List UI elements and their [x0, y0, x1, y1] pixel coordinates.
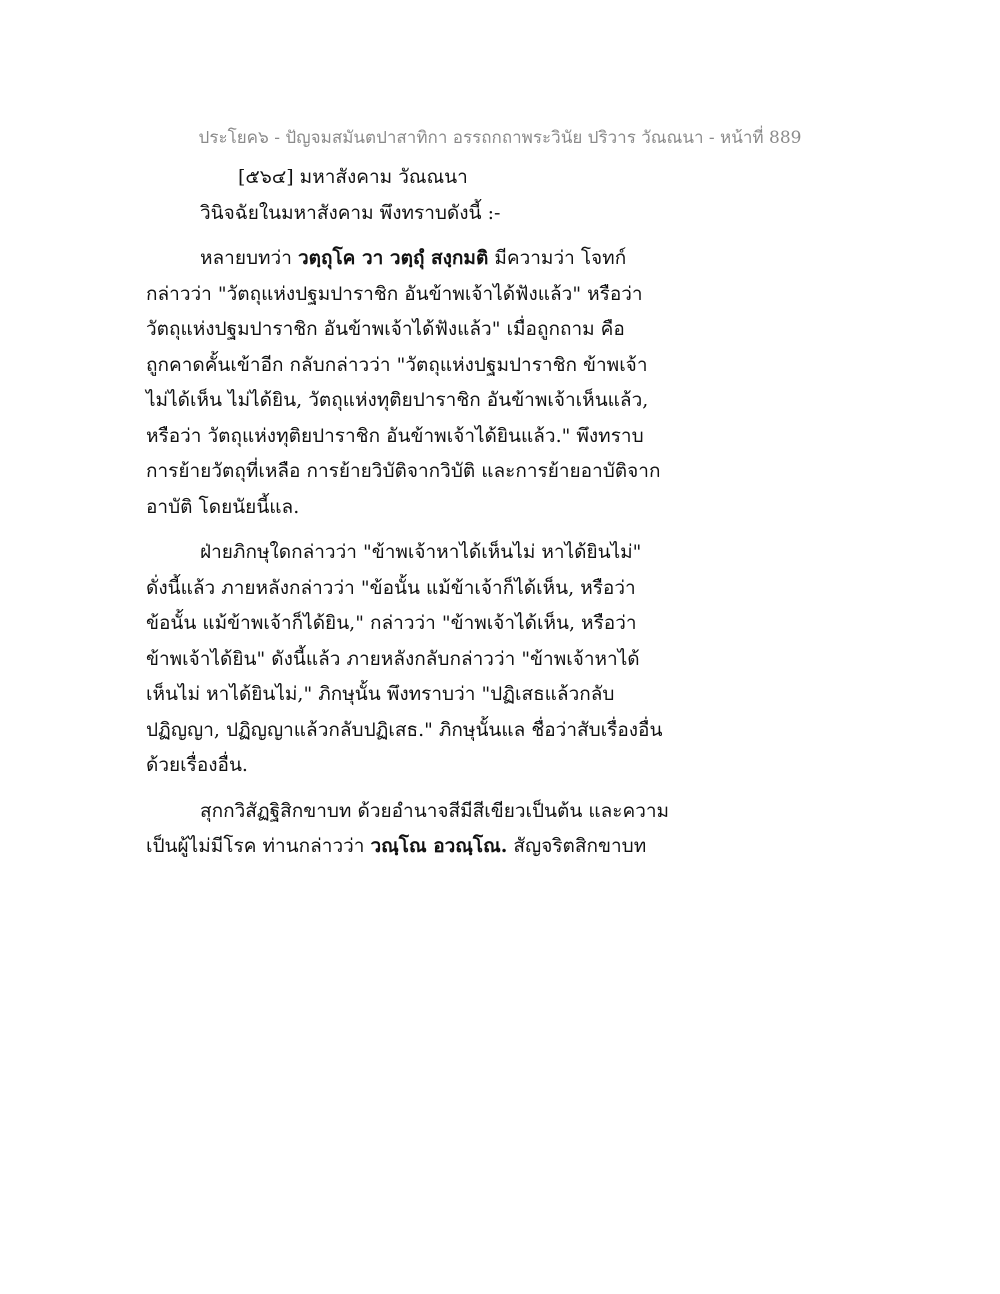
paragraph-1-line-2: กล่าวว่า "วัตถุแห่งปฐมปาราชิก อันข้าพเจ้าได้ฟังแล้ว" หรือว่า: [146, 282, 643, 305]
paragraph-1-line-3: วัตถุแห่งปฐมปาราชิก อันข้าพเจ้าได้ฟังแล้ว" เมื่อถูกถาม คือ: [146, 318, 625, 340]
paragraph-3-line-1: สุกกวิสัฏฐิสิกขาบท ด้วยอำนาจสีมีสีเขียวเป็นต้น และความ: [200, 799, 670, 822]
paragraph-3: [146, 794, 676, 865]
paragraph-1-line-1: [146, 241, 676, 277]
section-heading: [๕๖๔] มหาสังคาม วัณณนา: [238, 166, 468, 188]
running-header: ประโยค๖ - ปัญจมสมันตปาสาทิกา อรรถกถาพระวินัย ปริวาร วัณณนา - หน้าที่ 889: [198, 128, 802, 148]
paragraph-2: [146, 535, 676, 784]
paragraph-2-line-1: ฝ่ายภิกษุใดกล่าวว่า "ข้าพเจ้าหาได้เห็นไม่ หาได้ยินไม่": [200, 541, 642, 563]
body-text: [146, 160, 676, 865]
paragraph-1-line-7: การย้ายวัตถุที่เหลือ การย้ายวิบัติจากวิบัติ และการย้ายอาบัติจาก: [146, 460, 661, 482]
pali-term-2: วณฺโณ อวณฺโณ.: [370, 835, 508, 857]
section-intro: วินิจฉัยในมหาสังคาม พึงทราบดังนี้ :-: [200, 201, 501, 224]
paragraph-1-line-6: หรือว่า วัตถุแห่งทุติยปาราชิก อันข้าพเจ้าได้ยินแล้ว." พึงทราบ: [146, 424, 644, 447]
paragraph-2-line-6: ปฏิญญา, ปฏิญญาแล้วกลับปฏิเสธ." ภิกษุนั้นแล ชื่อว่าสับเรื่องอื่น: [146, 718, 663, 741]
paragraph-1-line-1-rest: มีความว่า โจทก์: [488, 247, 627, 269]
paragraph-2-line-2: ดั่งนี้แล้ว ภายหลังกล่าวว่า "ข้อนั้น แม้ข้าเจ้าก็ได้เห็น, หรือว่า: [146, 576, 636, 599]
paragraph-2-line-7: ด้วยเรื่องอื่น.: [146, 754, 248, 776]
paragraph-3-line-2-rest: สัญจริตสิกขาบท: [507, 835, 647, 857]
paragraph-1: [146, 241, 676, 525]
paragraph-2-line-3: ข้อนั้น แม้ข้าพเจ้าก็ได้ยิน," กล่าวว่า "ข้าพเจ้าได้เห็น, หรือว่า: [146, 612, 637, 634]
pali-term-1: วตฺถุโค วา วตฺถุํ สงฺกมติ: [297, 247, 489, 269]
paragraph-1-lead: หลายบทว่า: [200, 247, 298, 269]
paragraph-3-lead: เป็นผู้ไม่มีโรค ท่านกล่าวว่า: [146, 835, 371, 857]
paragraph-2-line-5: เห็นไม่ หาได้ยินไม่," ภิกษุนั้น พึงทราบว่า "ปฏิเสธแล้วกลับ: [146, 683, 615, 705]
paragraph-1-line-4: ถูกคาดคั้นเข้าอีก กลับกล่าวว่า "วัตถุแห่งปฐมปาราชิก ข้าพเจ้า: [146, 353, 648, 376]
paragraph-2-line-4: ข้าพเจ้าได้ยิน" ดังนี้แล้ว ภายหลังกลับกล่าวว่า "ข้าพเจ้าหาได้: [146, 647, 640, 670]
paragraph-1-line-5: ไม่ได้เห็น ไม่ได้ยิน, วัตถุแห่งทุติยปาราชิก อันข้าพเจ้าเห็นแล้ว,: [146, 389, 649, 411]
paragraph-1-line-8: อาบัติ โดยนัยนี้แล.: [146, 495, 300, 518]
paragraph-3-line-2: [146, 829, 676, 865]
